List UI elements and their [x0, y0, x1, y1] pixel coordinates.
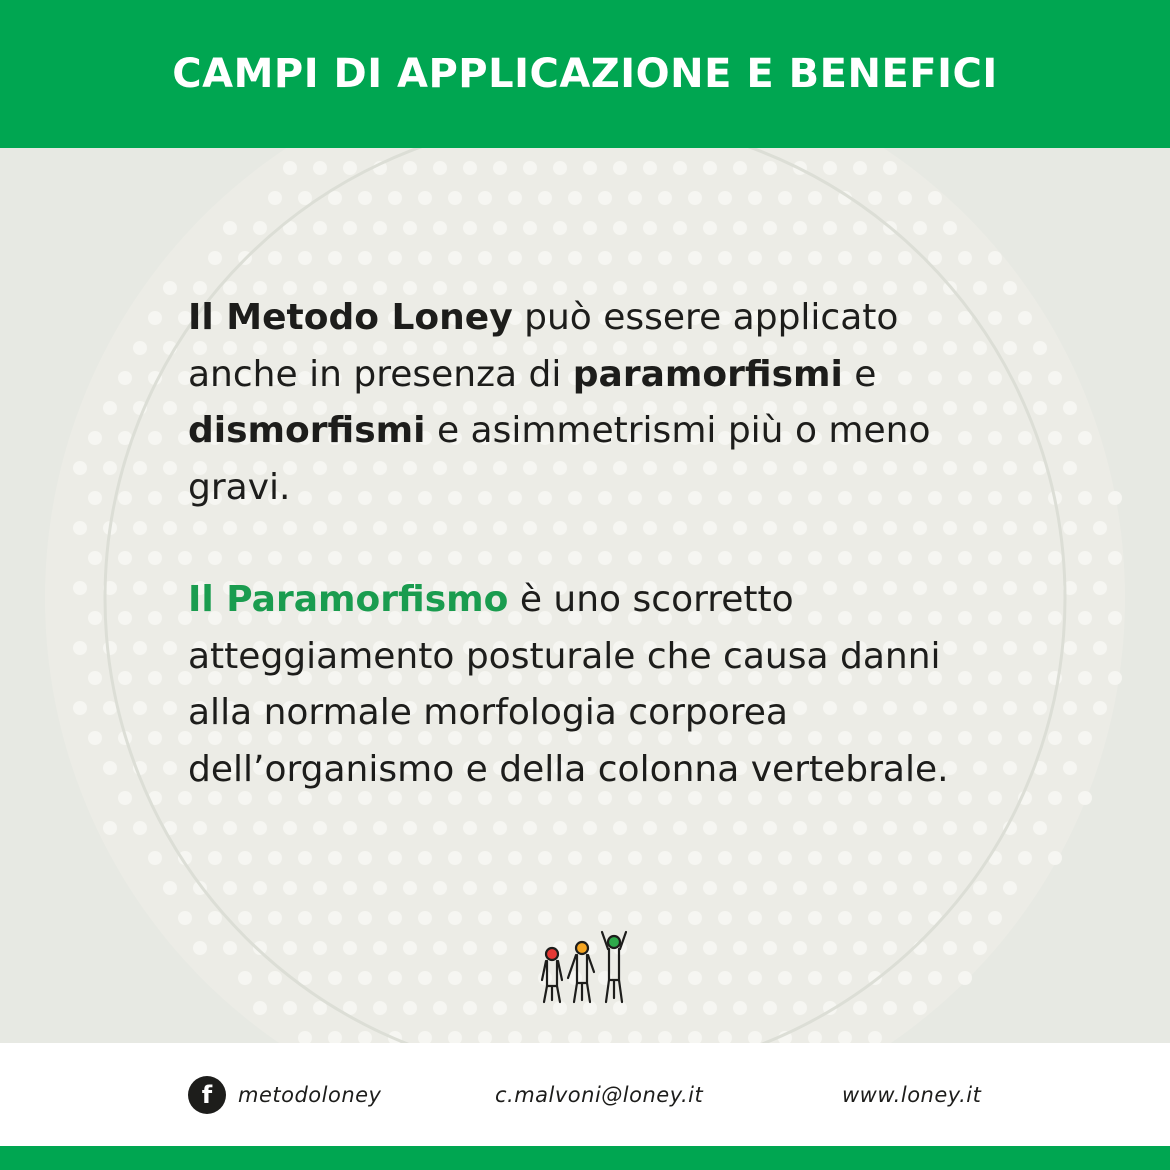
paragraph-text: e asimmetrismi più o meno gravi. [188, 410, 931, 508]
page-title: CAMPI DI APPLICAZIONE E BENEFICI [172, 51, 998, 97]
facebook-icon[interactable]: f [188, 1076, 226, 1114]
facebook-handle[interactable]: metodoloney [238, 1083, 382, 1107]
paramorfismo-term: Il Paramorfismo [188, 579, 509, 620]
metodo-name: Il Metodo Loney [188, 297, 513, 338]
website-link[interactable]: www.loney.it [842, 1083, 982, 1107]
email-link[interactable]: c.malvoni@loney.it [495, 1083, 704, 1107]
header-bar [0, 0, 1170, 148]
paragraph-metodo [188, 290, 988, 516]
dismorfismi-term: dismorfismi [188, 410, 426, 451]
paragraph-paramorfismo [188, 572, 988, 798]
paragraph-text: è uno scorretto atteggiamento posturale che causa danni alla normale morfologia corporea dell’organismo e della colonna vertebrale. [188, 579, 949, 790]
main-text [188, 290, 988, 798]
paragraph-text: e [842, 353, 877, 395]
three-figures-logo [534, 928, 634, 1006]
paragraph-text: può essere applicato anche in presenza di [188, 297, 899, 395]
bottom-bar [0, 1146, 1170, 1170]
paramorfismi-term: paramorfismi [572, 353, 843, 395]
